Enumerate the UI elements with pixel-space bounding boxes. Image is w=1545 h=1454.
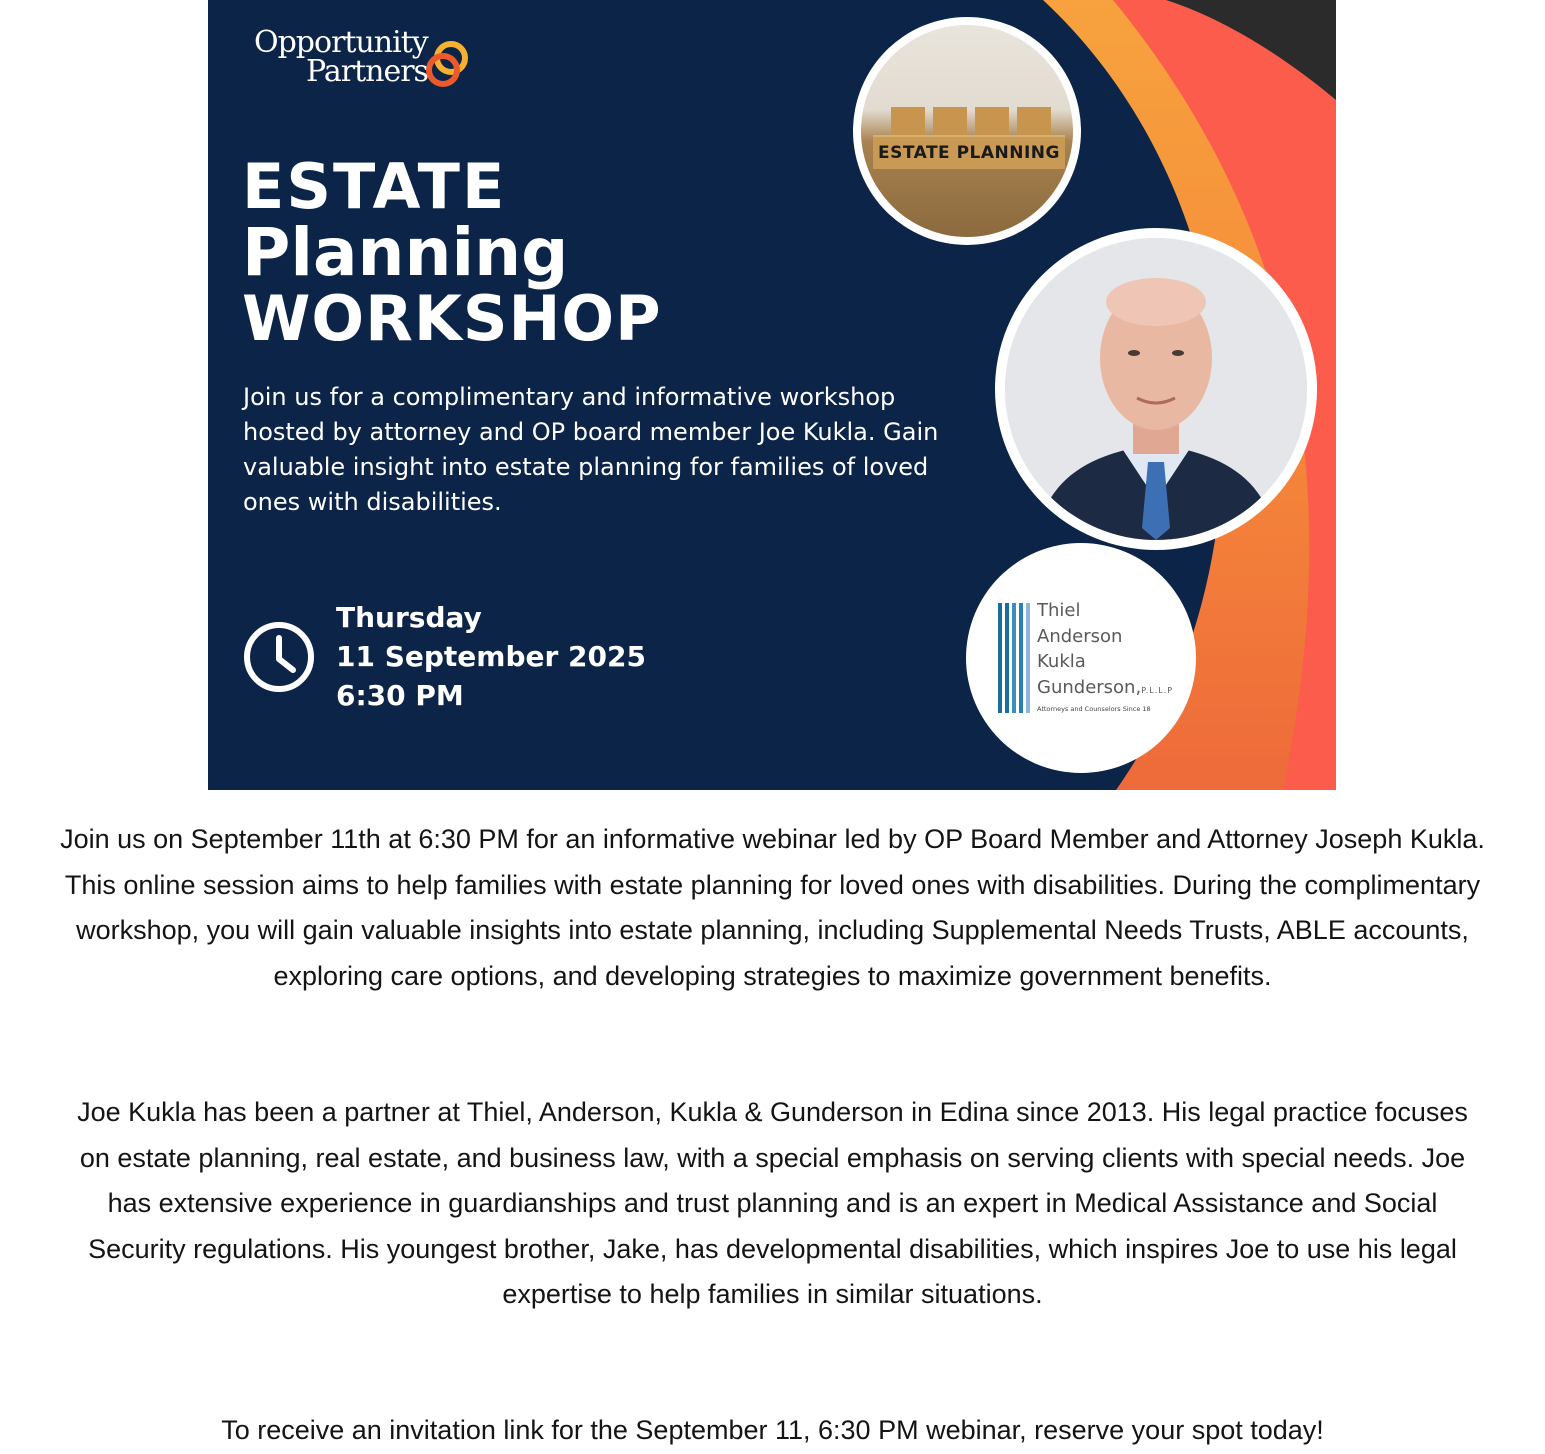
workshop-banner xyxy=(208,0,1336,790)
event-date: 11 September 2025 xyxy=(336,640,646,673)
firm-name-gunderson: Gunderson, xyxy=(1037,676,1142,698)
house-block xyxy=(1017,107,1051,137)
speaker-portrait-illustration xyxy=(1005,238,1307,540)
title-estate: ESTATE xyxy=(242,150,507,223)
estate-planning-image xyxy=(853,17,1081,245)
banner-intro-text: Join us for a complimentary and informative workshop hosted by attorney and OP board member Joe Kukla. Gain valuable insight into estate planning for families of loved ones with disabilities. xyxy=(243,383,939,516)
house-block xyxy=(891,107,925,137)
firm-name-line-1: Thiel xyxy=(1037,600,1081,621)
opportunity-partners-logo xyxy=(254,25,428,89)
logo-line-2: Partners xyxy=(306,54,428,89)
law-firm-logo xyxy=(966,543,1196,773)
firm-name xyxy=(1037,598,1173,703)
event-day: Thursday xyxy=(336,601,482,634)
estate-planning-sign-text: ESTATE PLANNING xyxy=(877,143,1060,163)
title-workshop: WORKSHOP xyxy=(242,282,662,355)
firm-name-line-2: Anderson xyxy=(1037,625,1123,647)
speaker-photo xyxy=(995,228,1317,550)
estate-planning-sign xyxy=(873,135,1065,169)
firm-name-line-3: Kukla xyxy=(1037,651,1086,672)
interlocking-rings-icon xyxy=(422,36,472,92)
firm-name-line-4 xyxy=(1037,675,1173,704)
clock-icon xyxy=(242,620,316,694)
firm-tagline: Attorneys and Counselors Since 18 xyxy=(1037,705,1151,713)
event-time: 6:30 PM xyxy=(336,679,464,712)
registration-call-to-action: To receive an invitation link for the September 11, 6:30 PM webinar, reserve your spot today! xyxy=(221,1415,1324,1445)
speaker-bio-paragraph: Joe Kukla has been a partner at Thiel, Anderson, Kukla & Gunderson in Edina since 2013. His legal practice focuses on estate planning, real estate, and business law, with a special emphasis on serving clients with special needs. Joe has extensive experience in guardianships and trust planning and is an expert in Medical Assistance and Social Security regulations. His youngest brother, Jake, has developmental disabilities, which inspires Joe to use his legal expertise to help families in similar situations. xyxy=(77,1097,1468,1309)
firm-suffix: P.L.L.P xyxy=(1141,685,1174,695)
house-block xyxy=(933,107,967,137)
house-block xyxy=(975,107,1009,137)
title-planning: Planning xyxy=(242,214,569,291)
logo-line-1: Opportunity xyxy=(254,25,428,60)
event-description-paragraph: Join us on September 11th at 6:30 PM for an informative webinar led by OP Board Member and Attorney Joseph Kukla. This online session aims to help families with estate planning for loved ones with disabilities. During the complimentary workshop, you will gain valuable insights into estate planning, including Supplemental Needs Trusts, ABLE accounts, exploring care options, and developing strategies to maximize government benefits. xyxy=(60,824,1485,991)
firm-bars-icon xyxy=(998,603,1034,715)
event-datetime xyxy=(336,598,646,715)
